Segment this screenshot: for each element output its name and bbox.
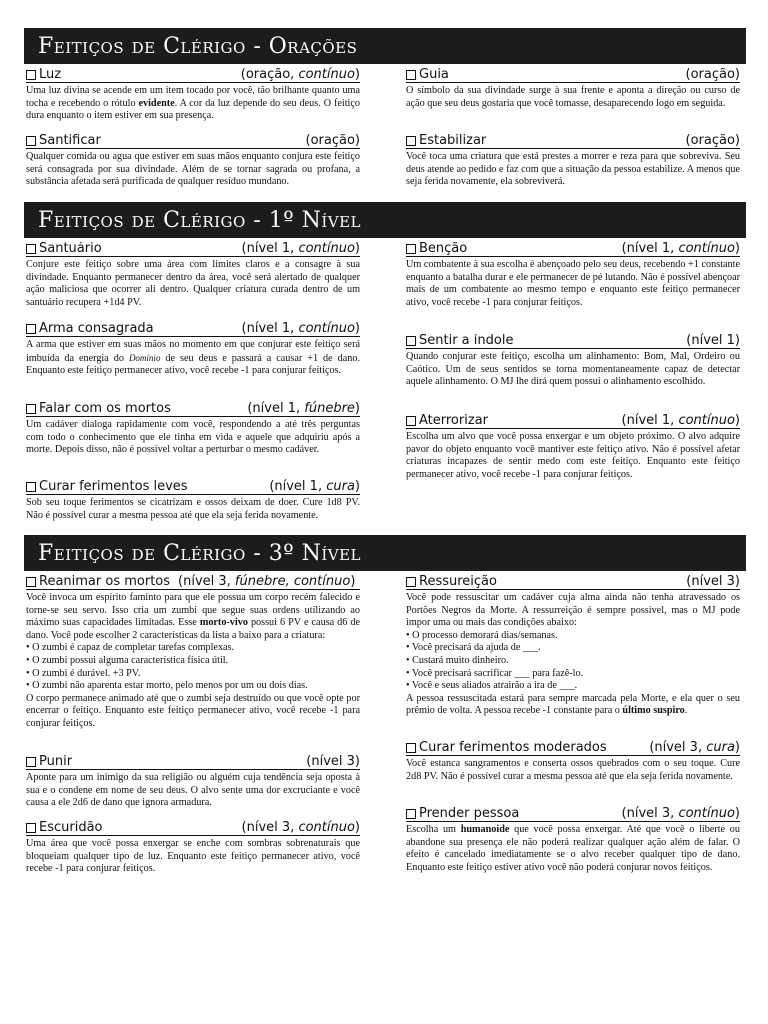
spell-name: Sentir a índole [419, 334, 514, 348]
spell-header [406, 575, 740, 590]
orations-right-column [406, 68, 740, 189]
spell-description: Uma luz divina se acende em um item tocado por você, tão brilhante quanto uma tocha e recebendo o rótulo evidente. A cor da luz depende do seu deus. O feitiço dura enquanto o item estiver em sua presença. [26, 85, 360, 122]
orations-left-column [26, 68, 360, 189]
section-bar-level-3 [24, 535, 746, 571]
spell-name: Arma consagrada [39, 322, 154, 336]
spell-header [26, 68, 360, 83]
spell-name: Santuário [39, 242, 102, 256]
spell-description: Você estanca sangramentos e conserta ossos quebrados com o seu toque. Cure 2d8 PV. Não é possível curar a mesma pessoa até que ela seja ferida novamente. [406, 758, 740, 782]
spell-level: (nível 1, contínuo) [621, 413, 740, 428]
spell-level: (nível 3) [306, 754, 360, 769]
spell-escuridao [26, 821, 360, 876]
spell-level: (nível 1, contínuo) [241, 241, 360, 256]
spell-level: (oração) [305, 133, 360, 148]
list-item: • O zumbi não aparenta estar morto, pelo menos por um ou dois dias. [26, 680, 308, 692]
list-item: • O zumbi possui alguma característica física útil. [26, 654, 229, 666]
spell-santuario [26, 242, 360, 322]
spell-prender-pessoa [406, 807, 740, 874]
spell-header [26, 134, 360, 149]
spell-header [406, 134, 740, 149]
checkbox[interactable] [26, 757, 36, 767]
level1-left-column [26, 242, 360, 522]
checkbox[interactable] [26, 70, 36, 80]
spell-description: Você pode ressuscitar um cadáver cuja alma ainda não tenha atravessado os Portões Negros da Morte. A ressurreição é sempre possível, mas o MJ pode impor uma ou mais das condições abaixo: • O processo demorará dias/semanas. • Você precisará da ajuda de ___. • Custará muito dinheiro. • Você precisará sacrificar ___ para fazê-lo. • Você e seus aliados atrairão a ira de ___. A pessoa ressuscitada estará para sempre marcada pela Morte, e ela quer o seu prêmio de volta. A pessoa recebe -1 constante para o último suspiro. [406, 592, 740, 717]
spell-level: (nível 3, contínuo) [241, 820, 360, 835]
spell-description: Qualquer comida ou agua que estiver em suas mãos enquanto conjura este feitiço será consagrada por sua divindade. Além de se tornar sagrada ou profana, a substância afetada será purificada de qualquer resíduo mundano. [26, 151, 360, 188]
spell-description: Um combatente à sua escolha é abençoado pelo seu deus, recebendo +1 constante enquanto a batalha durar e ele permanecer de pé lutando. Não é possível abençoar mais de um combatente ao mesmo tempo e enquanto este feitiço permanecer ativo, você recebe -1 para conjurar feitiços. [406, 259, 740, 308]
spell-reanimar-os-mortos [26, 575, 360, 755]
spell-level: (nível 1, cura) [269, 479, 360, 494]
spell-name: Curar ferimentos leves [39, 480, 188, 494]
spell-level: (nível 1) [686, 333, 740, 348]
spell-name: Aterrorizar [419, 414, 488, 428]
spell-name: Curar ferimentos moderados [419, 741, 607, 755]
level3-right-column [406, 575, 740, 874]
list-item: • Você precisará da ajuda de ___. [406, 642, 541, 654]
spell-curar-ferimentos-leves [26, 480, 360, 522]
spell-header [26, 821, 360, 836]
spell-level: (nível 3, fúnebre, contínuo) [178, 574, 356, 589]
spell-header [26, 402, 360, 417]
spell-description: Sob seu toque ferimentos se cicatrizam e ossos deixam de doer. Cure 1d8 PV. Não é possível curar a mesma pessoa até que ela seja ferida novamente. [26, 497, 360, 521]
spell-header [406, 741, 740, 756]
section-bar-level-1 [24, 202, 746, 238]
checkbox[interactable] [406, 809, 416, 819]
list-item: • Você precisará sacrificar ___ para fazê-lo. [406, 667, 584, 679]
spell-aterrorizar [406, 414, 740, 481]
spell-level: (nível 3, contínuo) [621, 806, 740, 821]
spell-header [406, 68, 740, 83]
checkbox[interactable] [26, 823, 36, 833]
spell-bencao [406, 242, 740, 334]
checkbox[interactable] [406, 70, 416, 80]
spell-description: O símbolo da sua divindade surge à sua frente e aponta a direção ou curso de ação que seu deus gostaria que você tomasse, desaparecendo logo em seguida. [406, 85, 740, 109]
spell-curar-ferimentos-moderados [406, 741, 740, 807]
spell-name: Prender pessoa [419, 807, 520, 821]
level1-left-column-right [406, 242, 740, 481]
spell-header [26, 322, 360, 337]
spell-ressureicao [406, 575, 740, 741]
level3-left-column [26, 575, 360, 876]
spell-header [406, 414, 740, 429]
list-item: • Você e seus aliados atrairão a ira de ___. [406, 680, 578, 692]
list-item: • O processo demorará dias/semanas. [406, 629, 558, 641]
checkbox[interactable] [406, 416, 416, 426]
checkbox[interactable] [26, 577, 36, 587]
spell-description: Escolha um alvo que você possa enxergar e um objeto próximo. O alvo adquire pavor do objeto enquanto você mantiver este feitiço ativo. Não é possível afetar criaturas incapazes de sentir medo com este feitiço. Enquanto este feitiço permanecer ativo, você recebe -1 para conjurar feitiços. [406, 431, 740, 480]
checkbox[interactable] [26, 404, 36, 414]
checkbox[interactable] [26, 324, 36, 334]
section-title: Feitiços de Clérigo - 3º Nível [38, 540, 361, 566]
spell-name: Luz [39, 68, 62, 82]
spell-header [26, 575, 360, 590]
list-item: • O zumbi é durável. +3 PV. [26, 667, 141, 679]
spell-name: Estabilizar [419, 134, 487, 148]
spell-sentir-a-indole [406, 334, 740, 414]
checkbox[interactable] [406, 577, 416, 587]
spell-level: (nível 1, fúnebre) [247, 401, 360, 416]
spell-punir [26, 755, 360, 821]
spell-level: (nível 1, contínuo) [621, 241, 740, 256]
spell-description: Você invoca um espírito faminto para que ele possua um corpo recém falecido e torne-se seu servo. Isso cria um zumbi que segue suas ordens utilizando ao máximo suas capacidades limitadas. Esse morto-vivo possui 6 PV e causa d6 de dano. Você pode escolher 2 características da lista a baixo para a criatura: • O zumbi é capaz de completar tarefas complexas. • O zumbi possui alguma característica física útil. • O zumbi é durável. +3 PV. • O zumbi não aparenta estar morto, pelo menos por um ou dois dias. O corpo permanece animado até que o zumbi seja destruído ou que você opte por encerrar o feitiço. Enquanto este feitiço permanecer ativo, você recebe -1 para conjurar feitiços. [26, 592, 360, 729]
spell-name: Guia [419, 68, 449, 82]
spell-level: (oração) [685, 133, 740, 148]
spell-falar-com-os-mortos [26, 402, 360, 480]
spell-name: Escuridão [39, 821, 103, 835]
checkbox[interactable] [26, 482, 36, 492]
spell-header [26, 242, 360, 257]
spell-name: Ressureição [419, 575, 497, 589]
spell-guia [406, 68, 740, 134]
list-item: • O zumbi é capaz de completar tarefas complexas. [26, 642, 235, 654]
spell-level: (nível 1, contínuo) [241, 321, 360, 336]
spell-name: Falar com os mortos [39, 402, 171, 416]
checkbox[interactable] [406, 336, 416, 346]
spell-header [26, 755, 360, 770]
spell-name: Punir [39, 755, 73, 769]
spell-description: Escolha um humanoide que você possa enxergar. Até que você o liberte ou abandone sua presença ele não poderá realizar qualquer ação além de falar. O efeito é cancelado imediatamente se o alvo receber qualquer tipo de dano. Enquanto este feitiço estiver ativo você não poderá conjurar novos feitiços. [406, 824, 740, 873]
spell-level: (oração, contínuo) [240, 67, 360, 82]
section-title: Feitiços de Clérigo - Orações [38, 33, 358, 59]
spell-header [406, 334, 740, 349]
spell-description: Um cadáver dialoga rapidamente com você, respondendo a até três perguntas com todo o conhecimento que ele tinha em vida e aquele que adquiriu após a morte. Depois disso, não é possível voltar a perturbar o mesmo cadáver. [26, 419, 360, 456]
spell-level: (nível 3) [686, 574, 740, 589]
checkbox[interactable] [406, 743, 416, 753]
spell-name: Reanimar os mortos [39, 575, 171, 589]
section-bar-orations [24, 28, 746, 64]
spell-santificar [26, 134, 360, 189]
spell-arma-consagrada [26, 322, 360, 402]
checkbox[interactable] [26, 136, 36, 146]
checkbox[interactable] [406, 136, 416, 146]
list-item: • Custará muito dinheiro. [406, 654, 509, 666]
spell-header [406, 242, 740, 257]
spell-header [26, 480, 360, 495]
spell-level: (oração) [685, 67, 740, 82]
spell-description: Uma área que você possa enxergar se enche com sombras sobrenaturais que bloqueiam qualquer tipo de luz. Enquanto este feitiço permanecer ativo, você recebe -1 para conjurar feitiços. [26, 838, 360, 875]
spell-description: Aponte para um inimigo da sua religião ou alguém cuja tendência seja oposta à sua e o condene em nome de seu deus. O alvo sente uma dor excruciante e você causa a ele 2d6 de dano que ignora armadura. [26, 772, 360, 809]
spell-description: Conjure este feitiço sobre uma área com limites claros e a consagre à sua divindade. Enquanto permanecer dentro da área, você será alertado de qualquer ação maliciosa que ocorrer ali dentro. Qualquer criatura curada dentro de um santuário recupera +1d4 PV. [26, 259, 360, 308]
checkbox[interactable] [26, 244, 36, 254]
spell-name: Santificar [39, 134, 101, 148]
spell-level: (nível 3, cura) [649, 740, 740, 755]
spell-description: A arma que estiver em suas mãos no momento em que conjurar este feitiço será imbuída da energia do Domínio de seu deus e passará a causar +1 de dano. Enquanto este feitiço permanecer ativo, você recebe -1 para conjurar feitiços. [26, 339, 361, 377]
checkbox[interactable] [406, 244, 416, 254]
spell-luz [26, 68, 360, 134]
spell-description: Você toca uma criatura que está prestes a morrer e reza para que sobreviva. Seu deus atende ao pedido e faz com que a situação da pessoa estabilize. A menos que seja ferida novamente, ela sobreviverá. [406, 151, 740, 188]
spell-name: Benção [419, 242, 468, 256]
spell-estabilizar [406, 134, 740, 189]
spell-header [406, 807, 740, 822]
spell-description: Quando conjurar este feitiço, escolha um alinhamento: Bom, Mal, Ordeiro ou Caótico. Um de seus sentidos se torna momentaneamente capaz de detectar aquele alinhamento. O MJ lhe dirá quem possui o alinhamento escolhido. [406, 351, 740, 388]
section-title: Feitiços de Clérigo - 1º Nível [38, 207, 361, 233]
